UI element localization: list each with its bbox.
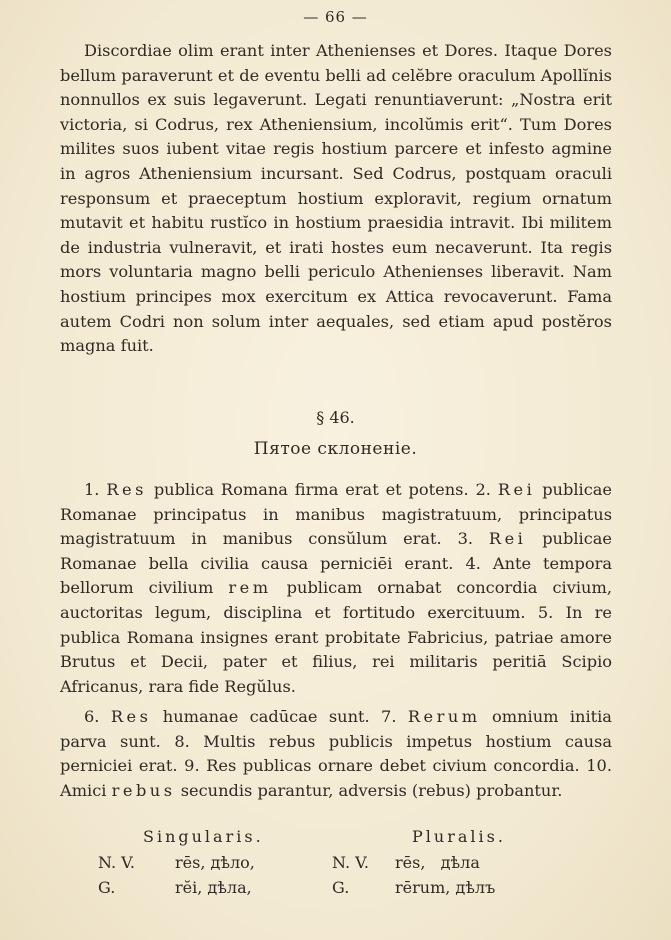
paragraph-exercises-1-5	[60, 478, 612, 699]
sentence-text: publicae Romanae bella civilia causa perniciēi erant.	[60, 529, 612, 573]
sentence-number: 3.	[457, 529, 474, 549]
case-label-plural: G.	[332, 878, 350, 897]
sentence-number: 5.	[537, 602, 554, 622]
form-singular: rēs, дѣло,	[175, 853, 255, 872]
section-title: Пятое склоненіе.	[253, 439, 418, 459]
sentence-number: 2.	[475, 480, 491, 499]
sentence-number: 1.	[84, 480, 100, 499]
sentence-text: publicae Romanae principatus in manibus magistratuum, principatus magistratuum in manibus consŭlum erat.	[60, 480, 612, 549]
sentence-number: 4.	[465, 553, 481, 573]
paragraph-exercises-6-10	[60, 705, 612, 803]
case-label-plural: N. V.	[332, 853, 369, 872]
plural-header: Pluralis.	[412, 827, 506, 846]
keyword: Rerum	[407, 707, 481, 726]
sentence-number: 6.	[84, 707, 100, 726]
singular-header: Singularis.	[143, 827, 264, 846]
sentence-text: secundis parantur, adversis (rebus) probantur.	[180, 780, 563, 800]
declension-table	[60, 820, 612, 910]
sentence-text: Multis rebus publicis impetus hostium causa perniciei erat.	[60, 731, 612, 776]
form-plural: rērum, дѣлъ	[395, 878, 496, 897]
sentence-text: Ante tempora bellorum civilium	[60, 553, 612, 598]
sentence-text: Res publicas ornare debet civium concordia.	[206, 756, 580, 776]
keyword: Res	[106, 480, 147, 499]
sentence-text: In re publica Romana insignes erant probitate Fabricius, patriae amore Brutus et Decii, pater et filius, rei militaris peritiā Scipio Africanus, rara fide Regŭlus.	[60, 602, 612, 696]
paragraph-codrus: Discordiae olim erant inter Athenienses et Dores. Itaque Dores bellum paraverunt et de eventu belli ad celĕbre oraculum Apollĭnis nonnullos ex suis legaverunt. Legati renuntiaverunt: „Nostra erit victoria, si Codrus, rex Atheniensium, incolŭmis erit“. Tum Dores milites suos iubent vitae regis hostium parcere et infesto agmine in agros Atheniensium incursant. Sed Codrus, postquam oraculi responsum et praeceptum hostium exploravit, regium ornatum mutavit et habitu rustĭco in hostium praesidia intravit. Ibi militem de industria vulneravit, et irati hostes eum necaverunt. Ita regis mors voluntaria magno belli periculo Athenienses liberavit. Nam hostium principes mox exercitum ex Attica revocaverunt. Fama autem Codri non solum inter aequales, sed etiam apud postĕros magna fuit.	[60, 41, 612, 356]
sentence-text: humanae cadūcae sunt.	[162, 707, 370, 726]
sentence-number: 10.	[586, 756, 612, 776]
declension-row-nominative	[60, 853, 612, 877]
keyword: rebus	[111, 780, 176, 800]
case-label-singular: G.	[98, 878, 116, 897]
sentence-number: 8.	[174, 731, 190, 751]
page-number: — 66 —	[303, 8, 368, 26]
keyword: Rei	[497, 480, 536, 499]
keyword: Res	[110, 707, 152, 726]
sentence-text: publicam ornabat concordia civium, auctoritas legum, disciplina et fortitudo exercituum.	[60, 578, 612, 622]
section-number: § 46.	[316, 408, 355, 427]
keyword: rem	[228, 578, 272, 598]
form-singular: rĕi, дѣла,	[175, 878, 252, 897]
form-plural: rēs, дѣла	[395, 853, 480, 872]
sentence-text: omnium initia parva sunt.	[60, 707, 612, 751]
sentence-number: 9.	[184, 756, 200, 776]
sentence-text: publica Romana firma erat et potens.	[153, 480, 469, 499]
sentence-text: Amici	[60, 780, 107, 800]
sentence-number: 7.	[381, 707, 397, 726]
declension-row-genitive	[60, 878, 612, 902]
case-label-singular: N. V.	[98, 853, 135, 872]
keyword: Rei	[488, 529, 527, 549]
